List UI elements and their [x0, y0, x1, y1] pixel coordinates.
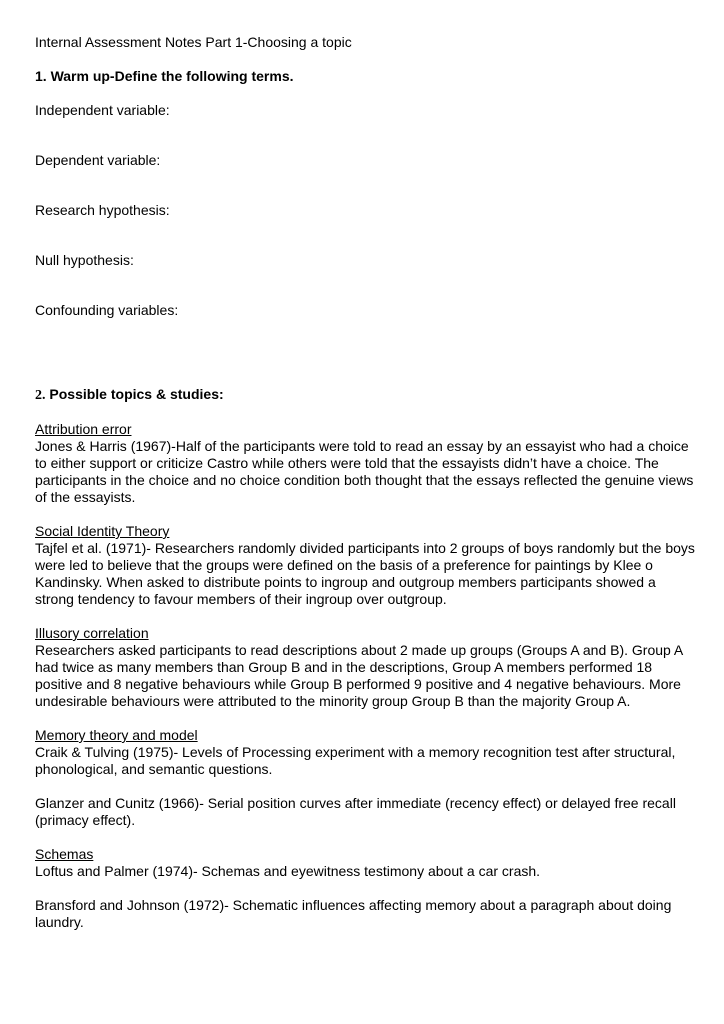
topic-title: Memory theory and model	[35, 727, 198, 743]
term-null-hypothesis: Null hypothesis:	[35, 252, 134, 268]
topic-social-identity-theory	[35, 523, 695, 608]
topic-title: Illusory correlation	[35, 625, 149, 641]
study-text: Glanzer and Cunitz (1966)- Serial position curves after immediate (recency effect) or delayed free recall (primacy effect).	[35, 795, 676, 828]
topic-title: Schemas	[35, 846, 94, 862]
topic-attribution-error	[35, 421, 695, 506]
study-text: Researchers asked participants to read descriptions about 2 made up groups (Groups A and B). Group A had twice as many members than Group B and in the descriptions, Group A members performed 18 positive and 8 negative behaviours while Group B performed 9 positive and 4 negative behaviours. More undesirable behaviours were attributed to the minority group Group B than the majority Group A.	[35, 642, 683, 709]
topic-title: Attribution error	[35, 421, 132, 437]
document-title: Internal Assessment Notes Part 1-Choosing a topic	[35, 34, 352, 50]
topic-illusory-correlation	[35, 625, 695, 710]
topic-schemas	[35, 846, 695, 931]
study-text: Craik & Tulving (1975)- Levels of Processing experiment with a memory recognition test after structural, phonological, and semantic questions.	[35, 744, 676, 777]
term-independent-variable: Independent variable:	[35, 102, 170, 118]
section-2-heading	[35, 386, 695, 404]
term-research-hypothesis: Research hypothesis:	[35, 202, 170, 218]
document-page	[35, 34, 695, 948]
topic-title: Social Identity Theory	[35, 523, 170, 539]
section-2-heading-text: Possible topics & studies:	[49, 386, 224, 402]
study-text: Loftus and Palmer (1974)- Schemas and eyewitness testimony about a car crash.	[35, 863, 541, 879]
study-text: Bransford and Johnson (1972)- Schematic influences affecting memory about a paragraph about doing laundry.	[35, 897, 672, 930]
study-text: Jones & Harris (1967)-Half of the participants were told to read an essay by an essayist who had a choice to either support or criticize Castro while others were told that the essayists didn’t have a choice. The participants in the choice and no choice condition both thought that the essays reflected the genuine views of the essayists.	[35, 438, 694, 505]
topic-memory-theory-and-model	[35, 727, 695, 829]
section-1-heading: 1. Warm up-Define the following terms.	[35, 68, 294, 84]
section-2-number: 2.	[35, 388, 46, 403]
term-dependent-variable: Dependent variable:	[35, 152, 161, 168]
term-confounding-variables: Confounding variables:	[35, 302, 179, 318]
study-text: Tajfel et al. (1971)- Researchers randomly divided participants into 2 groups of boys randomly but the boys were led to believe that the groups were defined on the basis of a preference for paintings by Klee o Kandinsky. When asked to distribute points to ingroup and outgroup members participants showed a strong tendency to favour members of their ingroup over outgroup.	[35, 540, 695, 607]
